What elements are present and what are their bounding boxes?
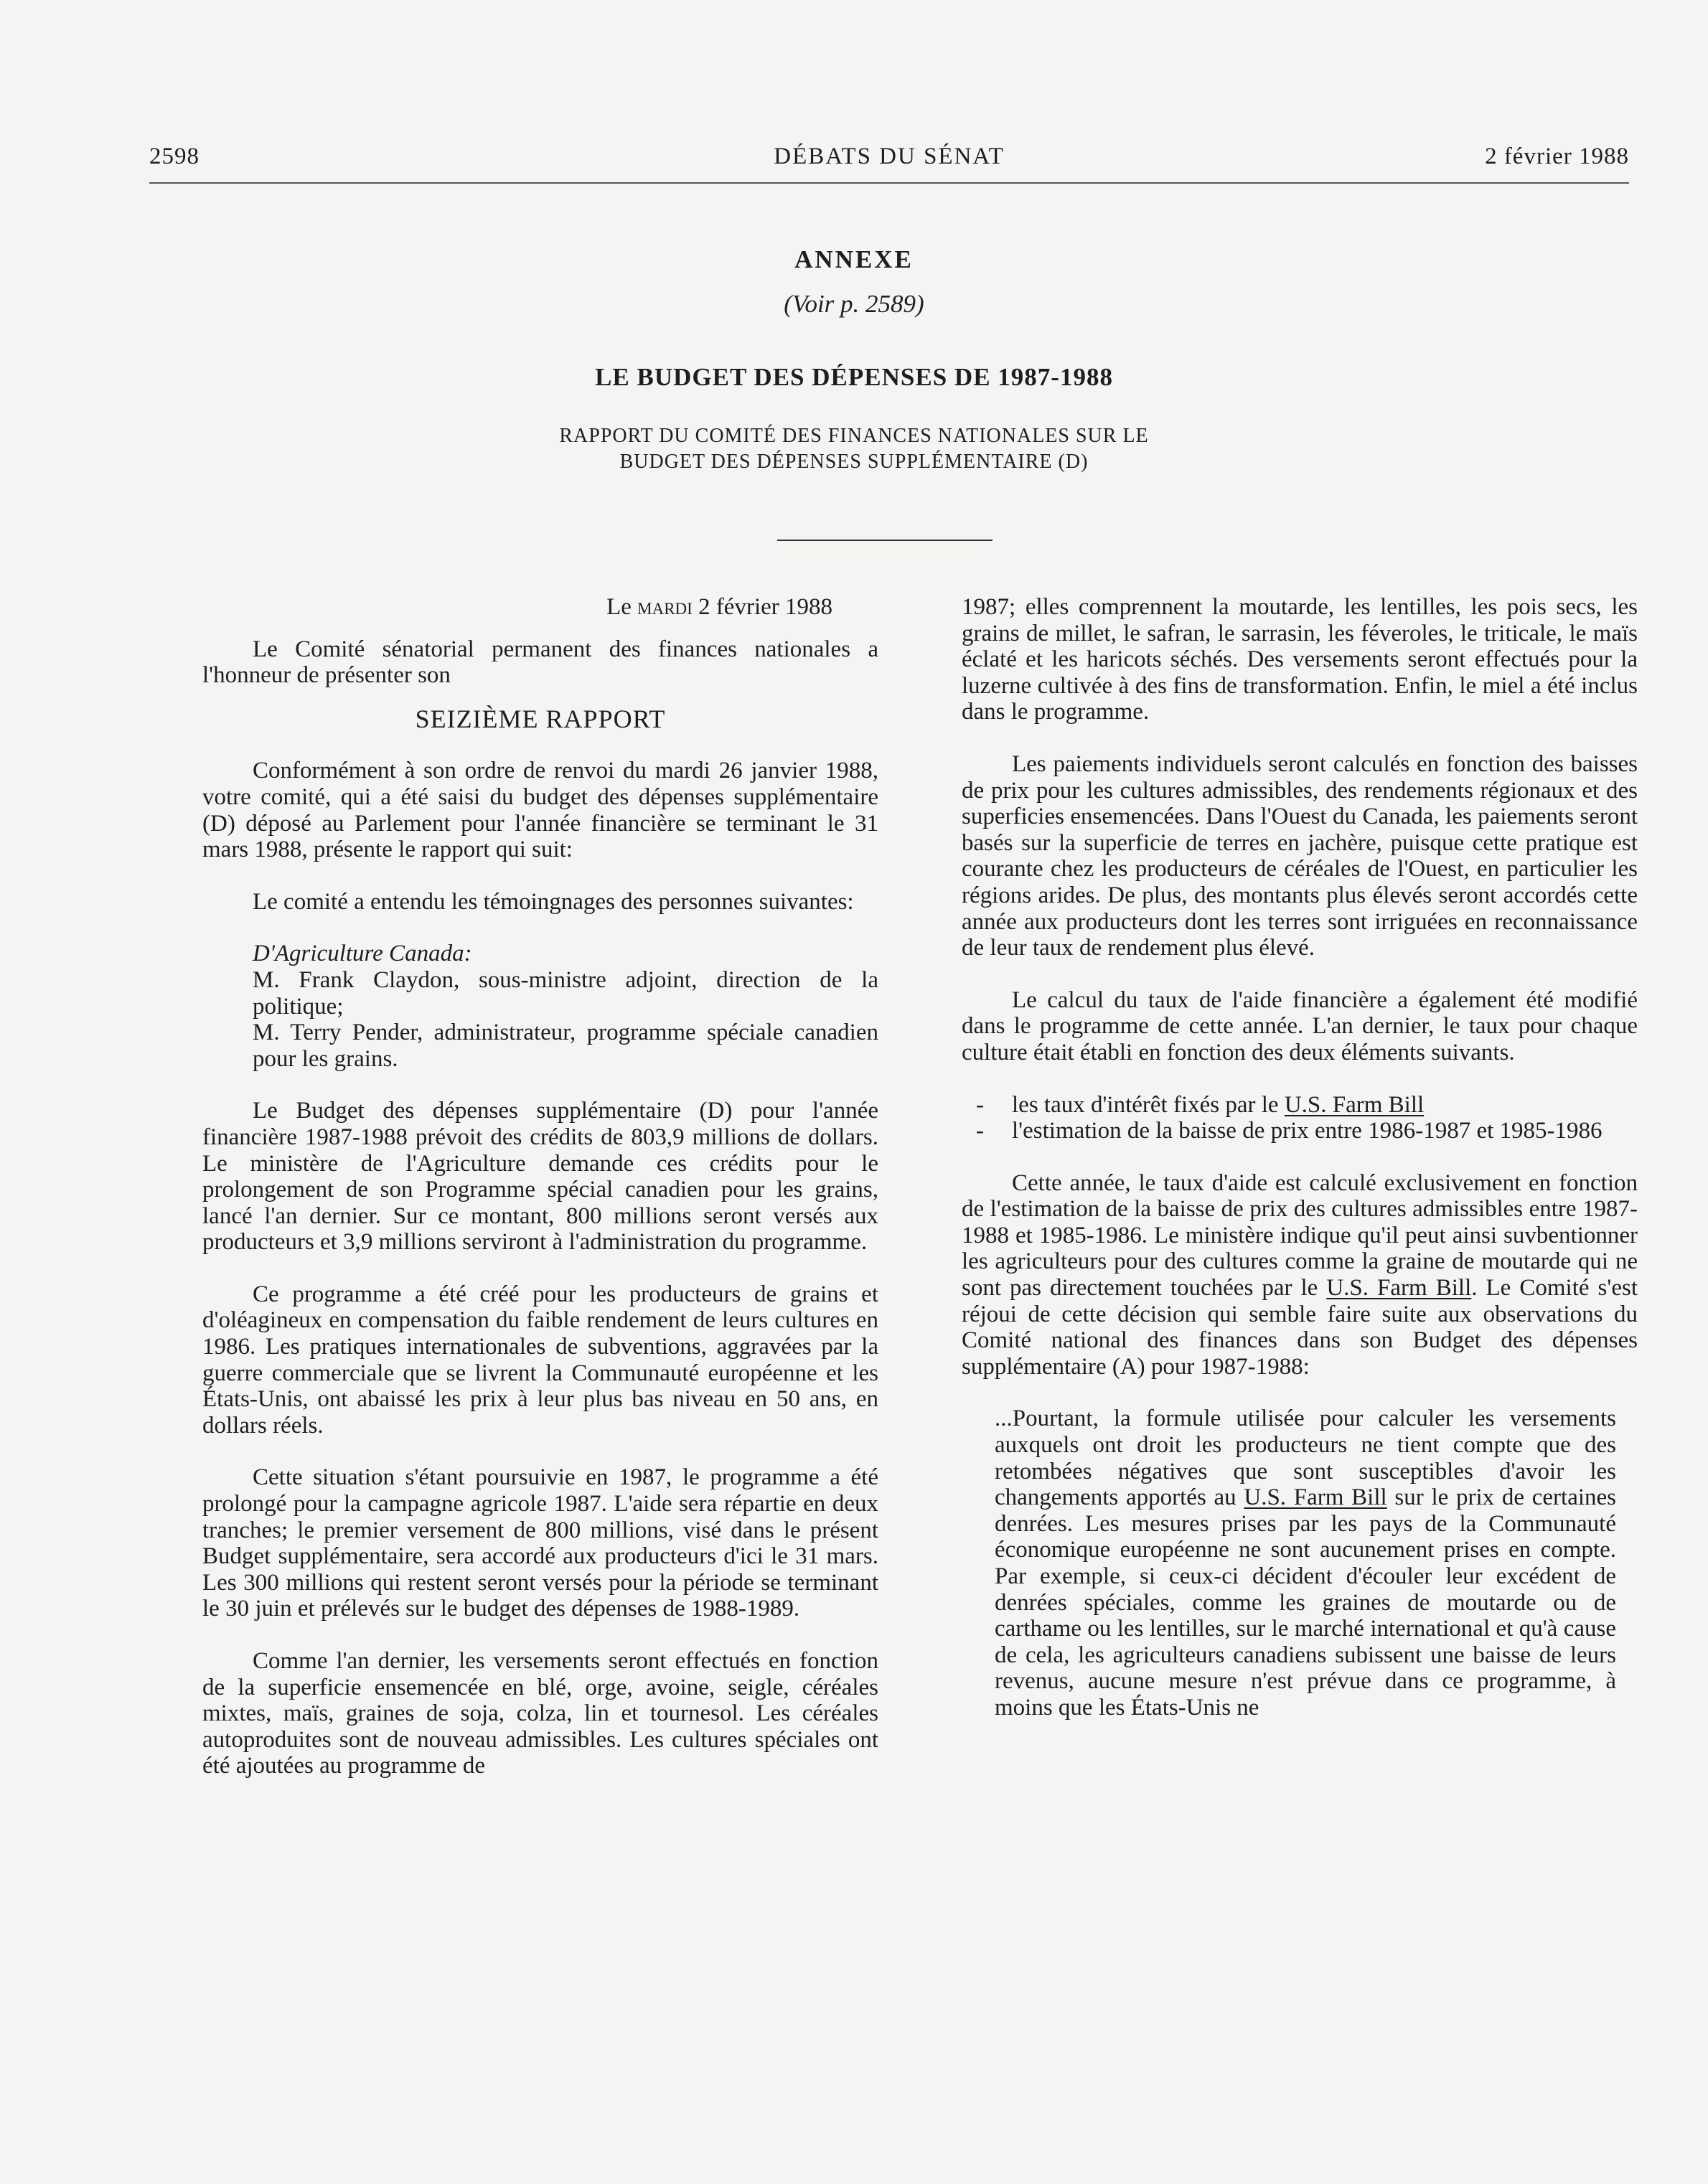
list-item-text: les taux d'intérêt fixés par le: [1012, 1091, 1285, 1118]
farm-bill-reference: U.S. Farm Bill: [1244, 1484, 1387, 1511]
paragraph-programme: Ce programme a été créé pour les producteurs de grains et d'oléagineux en compensation du faible rendement de leurs cultures en 1986. Les pratiques internationales de subventions, aggravées par la guerre commerciale que se livrent la Communauté européenne et les États-Unis, ont abaissé les prix à leur plus bas niveau en 50 ans, en dollars réels.: [202, 1281, 878, 1439]
paragraph-conformement: Conformément à son ordre de renvoi du mardi 26 janvier 1988, votre comité, qui a été saisi du budget des dépenses supplémentaire (D) déposé au Parlement pour l'année financière se terminant le 31 mars 1988, présente le rapport qui suit:: [202, 758, 878, 863]
witness-organization: D'Agriculture Canada:: [253, 941, 472, 967]
paragraph-calcul: Le calcul du taux de l'aide financière a également été modifié dans le programme de cette année. L'an dernier, le taux pour chaque culture était établi en fonction des deux éléments suivants.: [962, 987, 1638, 1065]
paragraph-entendu: Le comité a entendu les témoingnages des personnes suivantes:: [253, 888, 854, 915]
criteria-list: [962, 1092, 1638, 1144]
list-item: - l'estimation de la baisse de prix entre 1986-1987 et 1985-1986: [962, 1118, 1638, 1144]
block-quote: [962, 1406, 1638, 1721]
quote-text: sur le prix de certaines denrées. Les mesures prises par les pays de la Communauté économique européenne ne sont aucunement prises en compte. Par exemple, si ceux-ci décident d'écouler leur excédent de denrées spéciales, comme les graines de moutarde ou de carthame ou les lentilles, sur le marché international et qu'à cause de cela, les agriculteurs canadiens subissent une baisse de leurs revenus, aucune mesure n'est prévue dans ce programme, à moins que les États-Unis ne: [995, 1484, 1616, 1721]
budget-title: LE BUDGET DES DÉPENSES DE 1987-1988: [595, 363, 1113, 391]
page-number: 2598: [149, 143, 200, 169]
report-title: SEIZIÈME RAPPORT: [415, 704, 666, 733]
subtitle-line-1: RAPPORT DU COMITÉ DES FINANCES NATIONALES SUR LE: [559, 425, 1149, 447]
right-column: [962, 594, 1638, 1721]
date-prefix: Le: [606, 594, 638, 620]
farm-bill-reference: U.S. Farm Bill: [1326, 1275, 1472, 1302]
farm-bill-reference: U.S. Farm Bill: [1284, 1091, 1425, 1118]
intro-paragraph: Le Comité sénatorial permanent des finances nationales a l'honneur de présenter son: [202, 636, 878, 689]
report-subtitle: [0, 423, 1708, 475]
page-reference: (Voir p. 2589): [784, 290, 924, 318]
paragraph-situation: Cette situation s'étant poursuivie en 1987, le programme a été prolongé pour la campagne agricole 1987. L'aide sera répartie en deux tranches; le premier versement de 800 millions, visé dans le présent Budget supplémentaire, sera accordé aux producteurs d'ici le 31 mars. Les 300 millions qui restent seront versés pour la période se terminant le 30 juin et prélevés sur le budget des dépenses de 1988-1989.: [202, 1464, 878, 1622]
paragraph-continued: 1987; elles comprennent la moutarde, les lentilles, les pois secs, les grains de millet, le safran, le sarrasin, les féveroles, le triticale, le maïs éclaté et les haricots séchés. Des versements seront effectués pour la luzerne cultivée à des fins de transformation. Enfin, le miel a été inclus dans le programme.: [962, 594, 1638, 725]
subtitle-line-2: BUDGET DES DÉPENSES SUPPLÉMENTAIRE (D): [619, 451, 1089, 473]
date-day: mardi: [637, 594, 693, 620]
section-divider: [777, 540, 993, 541]
witness-item: M. Frank Claydon, sous-ministre adjoint, direction de la politique;: [253, 966, 878, 1020]
publication-title: DÉBATS DU SÉNAT: [774, 143, 1005, 169]
report-date: [202, 594, 878, 621]
witness-item: M. Terry Pender, administrateur, programme spéciale canadien pour les grains.: [253, 1020, 878, 1072]
left-column: [202, 594, 878, 1779]
paragraph-cette-annee: [962, 1170, 1638, 1380]
paragraph-comme: Comme l'an dernier, les versements seront effectués en fonction de la superficie ensemencée en blé, orge, avoine, seigle, céréales mixtes, maïs, graines de soja, colza, lin et tournesol. Les céréales autoproduites sont de nouveau admissibles. Les cultures spéciales ont été ajoutées au programme de: [202, 1648, 878, 1779]
paragraph-paiements: Les paiements individuels seront calculés en fonction des baisses de prix pour les cultures admissibles, des rendements régionaux et des superficies ensemencées. Dans l'Ouest du Canada, les paiements seront basés sur la superficie de terres en jachère, puisque cette pratique est courante chez les producteurs de céréales de l'Ouest, en particulier les régions arides. De plus, des montants plus élevés seront accordés cette année aux producteurs dont les terres sont irriguées en reconnaissance de leur taux de rendement plus élevé.: [962, 750, 1638, 961]
paragraph-text: . Le Comité s'est réjoui de cette décision qui semble faire suite aux observations du Comité national des finances dans son Budget des dépenses supplémentaire (A) pour 1987-1988:: [962, 1275, 1638, 1380]
quote-text: ...Pourtant, la formule utilisée pour calculer les versements auxquels ont droit les producteurs ne tient compte que des retombées négatives que sont susceptibles d'avoir les changements apportés au: [995, 1406, 1616, 1511]
paragraph-budget: Le Budget des dépenses supplémentaire (D) pour l'année financière 1987-1988 prévoit des crédits de 803,9 millions de dollars. Le ministère de l'Agriculture demande ces crédits pour le prolongement de son Programme spécial canadien pour les grains, lancé l'an dernier. Sur ce montant, 800 millions seront versés aux producteurs et 3,9 millions serviront à l'administration du programme.: [202, 1098, 878, 1256]
header-date: 2 février 1988: [1485, 143, 1629, 169]
list-item: [962, 1092, 1638, 1119]
annexe-heading: ANNEXE: [794, 245, 914, 273]
witness-list: [202, 941, 878, 1072]
running-header: [149, 141, 1629, 184]
paragraph-text: Cette année, le taux d'aide est calculé exclusivement en fonction de l'estimation de la baisse de prix des cultures admissibles entre 1987-1988 et 1985-1986. Le ministère indique qu'il peut ainsi suvbentionner les agriculteurs pour des cultures comme la graine de moutarde qui ne sont pas directement touchées par le: [962, 1169, 1638, 1302]
date-rest: 2 février 1988: [692, 594, 832, 620]
